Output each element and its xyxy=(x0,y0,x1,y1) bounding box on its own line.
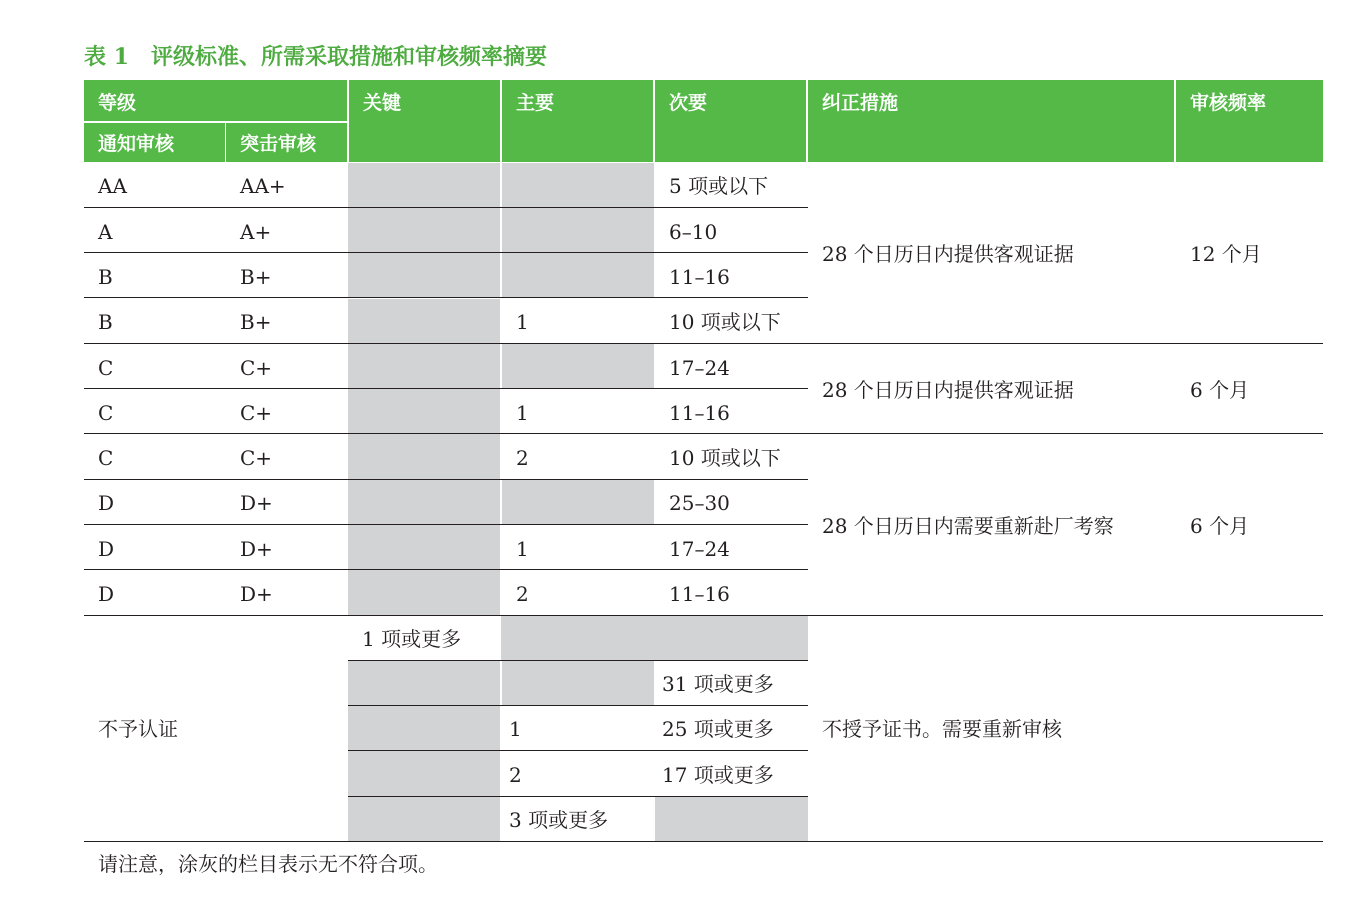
minor-count: 6–10 xyxy=(669,220,718,244)
minor-count: 10 项或以下 xyxy=(669,310,781,334)
grade-unannounced: C+ xyxy=(240,446,273,470)
grade-notified: D xyxy=(98,491,115,515)
major-count: 1 xyxy=(509,717,522,741)
gray-fill xyxy=(348,525,500,615)
corrective-action: 28 个日历日内提供客观证据 xyxy=(822,242,1074,266)
header-notified: 通知审核 xyxy=(84,123,225,162)
minor-count: 11–16 xyxy=(669,265,730,289)
minor-count: 10 项或以下 xyxy=(669,446,781,470)
audit-frequency: 6 个月 xyxy=(1190,514,1250,538)
minor-count: 17 项或更多 xyxy=(662,763,774,787)
grade-unannounced: C+ xyxy=(240,356,273,380)
gray-fill xyxy=(348,299,500,343)
grade-unannounced: B+ xyxy=(240,265,272,289)
header-critical: 关键 xyxy=(349,80,500,162)
grade-notified: C xyxy=(98,401,114,425)
grade-unannounced: D+ xyxy=(240,491,273,515)
header-grade: 等级 xyxy=(84,80,347,121)
minor-count: 17–24 xyxy=(669,356,730,380)
critical-count: 1 项或更多 xyxy=(362,627,462,651)
table-note: 请注意，涂灰的栏目表示无不符合项。 xyxy=(98,852,438,876)
gray-fill xyxy=(655,797,808,841)
audit-frequency: 12 个月 xyxy=(1190,242,1262,266)
grade-notified: B xyxy=(98,310,113,334)
gray-fill xyxy=(501,616,808,660)
grade-unannounced: B+ xyxy=(240,310,272,334)
major-count: 1 xyxy=(516,310,529,334)
header-unannounced: 突击审核 xyxy=(226,123,347,162)
grade-notified: D xyxy=(98,537,115,561)
gray-fill xyxy=(348,706,500,841)
major-count: 2 xyxy=(516,582,529,606)
minor-count: 11–16 xyxy=(669,582,730,606)
header-corrective: 纠正措施 xyxy=(808,80,1174,162)
minor-count: 5 项或以下 xyxy=(669,174,769,198)
fail-grade: 不予认证 xyxy=(98,717,178,741)
fail-action: 不授予证书。需要重新审核 xyxy=(822,717,1062,741)
header-minor: 次要 xyxy=(655,80,806,162)
grade-unannounced: AA+ xyxy=(240,174,286,198)
major-count: 1 xyxy=(516,537,529,561)
minor-count: 25 项或更多 xyxy=(662,717,774,741)
audit-frequency: 6 个月 xyxy=(1190,378,1250,402)
grade-unannounced: D+ xyxy=(240,537,273,561)
minor-count: 25–30 xyxy=(669,491,730,515)
grade-notified: C xyxy=(98,446,114,470)
major-count: 3 项或更多 xyxy=(509,808,609,832)
header-frequency: 审核频率 xyxy=(1176,80,1323,162)
grade-unannounced: A+ xyxy=(240,220,272,244)
corrective-action: 28 个日历日内需要重新赴厂考察 xyxy=(822,514,1114,538)
grade-notified: A xyxy=(98,220,113,244)
major-count: 2 xyxy=(509,763,522,787)
table-title: 表 1 评级标准、所需采取措施和审核频率摘要 xyxy=(84,44,547,70)
grade-notified: C xyxy=(98,356,114,380)
grade-unannounced: C+ xyxy=(240,401,273,425)
gray-fill xyxy=(348,389,500,479)
grade-notified: D xyxy=(98,582,115,606)
grade-unannounced: D+ xyxy=(240,582,273,606)
corrective-action: 28 个日历日内提供客观证据 xyxy=(822,378,1074,402)
grade-notified: AA xyxy=(98,174,127,198)
header-major: 主要 xyxy=(502,80,653,162)
grade-notified: B xyxy=(98,265,113,289)
minor-count: 17–24 xyxy=(669,537,730,561)
major-count: 1 xyxy=(516,401,529,425)
major-count: 2 xyxy=(516,446,529,470)
minor-count: 31 项或更多 xyxy=(662,672,774,696)
minor-count: 11–16 xyxy=(669,401,730,425)
